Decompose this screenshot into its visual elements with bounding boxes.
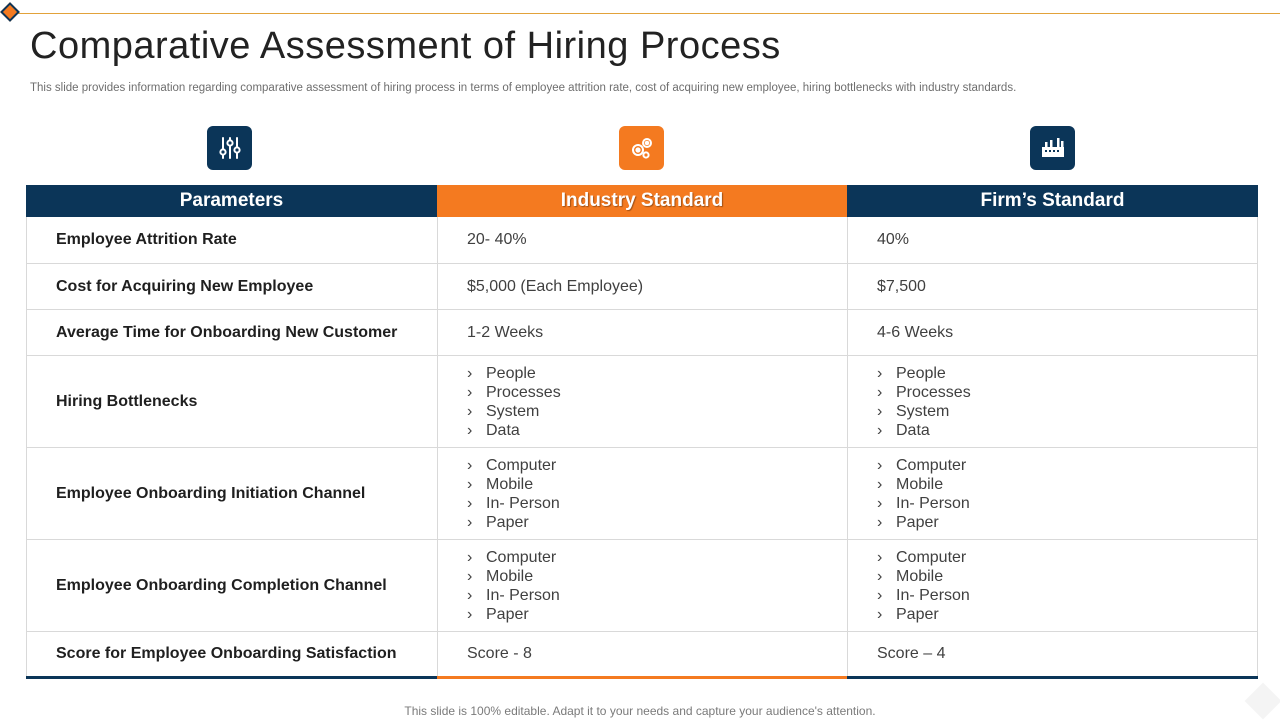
industry-cell: $5,000 (Each Employee) [437, 264, 847, 309]
list-item: › In- Person [467, 586, 560, 604]
list-item: › Mobile [877, 475, 944, 493]
header-firms-standard: Firm’s Standard [847, 185, 1258, 217]
industry-cell: 1-2 Weeks [437, 310, 847, 355]
industry-cell [437, 540, 847, 631]
industry-cell [437, 448, 847, 539]
sliders-icon [207, 126, 252, 170]
list-item: › In- Person [467, 494, 560, 512]
table-row [26, 217, 1258, 264]
table-bottom-rule [26, 676, 1258, 679]
corner-diamond-logo [0, 2, 20, 22]
header-industry-standard: Industry Standard [437, 185, 847, 217]
firm-cell: 40% [847, 217, 1258, 263]
gears-icon [619, 126, 664, 170]
page-subtitle: This slide provides information regarding comparative assessment of hiring process in terms of employee attrition rate, cost of acquiring new employee, hiring bottlenecks with industry standards. [30, 82, 1017, 94]
table-row [26, 540, 1258, 632]
list-item: › Mobile [877, 567, 944, 585]
firm-cell: $7,500 [847, 264, 1258, 309]
param-cell: Average Time for Onboarding New Customer [26, 310, 437, 355]
firm-cell: Score – 4 [847, 632, 1258, 676]
page-title: Comparative Assessment of Hiring Process [30, 25, 781, 67]
bullet-list [467, 364, 561, 440]
table-row [26, 310, 1258, 356]
list-item: › Paper [877, 513, 939, 531]
list-item: › System [877, 402, 950, 420]
list-item: › Data [467, 421, 520, 439]
table-header [26, 185, 1258, 217]
header-parameters: Parameters [26, 185, 437, 217]
firm-cell [847, 448, 1258, 539]
list-item: › Mobile [467, 567, 534, 585]
list-item: › Processes [877, 383, 971, 401]
param-cell: Score for Employee Onboarding Satisfaction [26, 632, 437, 676]
param-cell: Employee Attrition Rate [26, 217, 437, 263]
bullet-list [467, 548, 560, 624]
bullet-list [877, 548, 970, 624]
comparison-table [26, 185, 1258, 676]
list-item: › Paper [467, 513, 529, 531]
list-item: › System [467, 402, 540, 420]
list-item: › Processes [467, 383, 561, 401]
footer-note: This slide is 100% editable. Adapt it to your needs and capture your audience's attention. [404, 704, 876, 718]
list-item: › Computer [877, 456, 967, 474]
top-accent-line [10, 13, 1280, 14]
list-item: › Data [877, 421, 930, 439]
firm-cell [847, 540, 1258, 631]
table-row [26, 264, 1258, 310]
firm-cell [847, 356, 1258, 447]
table-row [26, 632, 1258, 676]
industry-cell: 20- 40% [437, 217, 847, 263]
industry-cell [437, 356, 847, 447]
list-item: › People [467, 364, 536, 382]
list-item: › Computer [467, 456, 557, 474]
param-cell: Cost for Acquiring New Employee [26, 264, 437, 309]
param-cell: Employee Onboarding Completion Channel [26, 540, 437, 631]
list-item: › In- Person [877, 494, 970, 512]
factory-icon [1030, 126, 1075, 170]
bullet-list [467, 456, 560, 532]
bullet-list [877, 456, 970, 532]
firm-cell: 4-6 Weeks [847, 310, 1258, 355]
list-item: › In- Person [877, 586, 970, 604]
list-item: › Mobile [467, 475, 534, 493]
table-row [26, 448, 1258, 540]
list-item: › Paper [877, 605, 939, 623]
list-item: › People [877, 364, 946, 382]
bullet-list [877, 364, 971, 440]
list-item: › Paper [467, 605, 529, 623]
industry-cell: Score - 8 [437, 632, 847, 676]
param-cell: Employee Onboarding Initiation Channel [26, 448, 437, 539]
list-item: › Computer [877, 548, 967, 566]
table-row [26, 356, 1258, 448]
param-cell: Hiring Bottlenecks [26, 356, 437, 447]
list-item: › Computer [467, 548, 557, 566]
